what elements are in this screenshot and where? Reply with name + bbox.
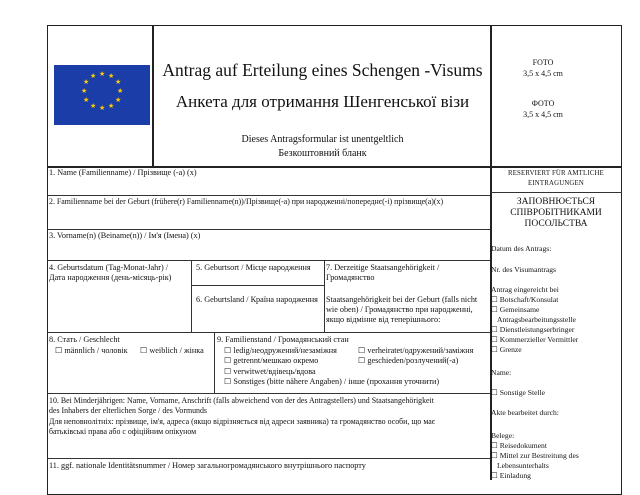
star-icon: ★ bbox=[117, 87, 124, 95]
sidebar-staff-heading-2: СПІВРОБІТНИКАМИ bbox=[510, 208, 602, 218]
sidebar-name[interactable]: Name: bbox=[491, 368, 512, 377]
flag-divider bbox=[152, 25, 154, 167]
checkbox-divorced[interactable]: ☐ geschieden/розлучений(-а) bbox=[358, 356, 459, 365]
sidebar-reserved-heading: RESERVIERT FÜR AMTLICHE bbox=[507, 170, 605, 177]
sidebar-staff-heading-3: ПОСОЛЬСТВА bbox=[524, 219, 588, 229]
checkbox-invitation[interactable]: ☐ Einladung bbox=[491, 471, 531, 480]
checkbox-service-provider[interactable]: ☐ Dienstleistungserbringer bbox=[491, 325, 575, 334]
star-icon: ★ bbox=[99, 104, 106, 112]
field-nationality-at-birth-cont: wie oben) / Громадянство при народженні, bbox=[326, 305, 473, 314]
col-divider bbox=[324, 260, 325, 332]
sidebar-reserved-heading-2: EINTRAGUNGEN bbox=[527, 180, 584, 187]
checkbox-other-status[interactable]: ☐ Sonstiges (bitte nähere Angaben) / інше (прохання уточнити) bbox=[224, 377, 440, 386]
row-divider bbox=[47, 229, 490, 230]
checkbox-widowed[interactable]: ☐ verwitwet/вдівець/вдова bbox=[224, 367, 316, 376]
sidebar-supporting-docs: Belege: bbox=[491, 431, 515, 440]
row-divider bbox=[47, 260, 490, 261]
field-first-names[interactable]: 3. Vorname(n) (Beiname(n)) / Ім'я (Імена) (x) bbox=[49, 231, 201, 240]
eu-flag-logo bbox=[54, 65, 150, 125]
star-icon: ★ bbox=[99, 70, 106, 78]
field-country-of-birth[interactable]: 6. Geburtsland / Країна народження bbox=[196, 295, 318, 304]
field-guardian[interactable]: 10. Bei Minderjährigen: Name, Vorname, Anschrift (falls abweichend von der des Antragstellers) und Staatsangehörigkeit bbox=[49, 396, 434, 405]
row-divider bbox=[191, 285, 324, 286]
free-notice-uk: Безкоштовний бланк bbox=[278, 148, 367, 159]
row-divider bbox=[47, 393, 490, 394]
field-guardian-uk: Для неповнолітніх: прізвище, ім'я, адреса (якщо відрізняється від адреси заявника) та громадянство особи, що має bbox=[49, 417, 436, 426]
photo-label: FOTO bbox=[532, 58, 554, 67]
photo-size: 3,5 x 4,5 cm bbox=[523, 69, 563, 78]
checkbox-means-of-subsistence[interactable]: ☐ Mittel zur Bestreitung des bbox=[491, 451, 579, 460]
field-nationality-at-birth-uk: якщо відмінне від теперішнього: bbox=[326, 315, 441, 324]
checkbox-female[interactable]: ☐ weiblich / жінка bbox=[140, 346, 204, 355]
checkbox-border[interactable]: ☐ Grenze bbox=[491, 345, 522, 354]
star-icon: ★ bbox=[108, 102, 115, 110]
checkbox-commercial-intermediary[interactable]: ☐ Kommerzieller Vermittler bbox=[491, 335, 579, 344]
photo-label: ФОТО bbox=[531, 99, 555, 108]
star-icon: ★ bbox=[115, 78, 122, 86]
checkbox-male[interactable]: ☐ männlich / чоловік bbox=[55, 346, 128, 355]
row-divider bbox=[47, 332, 490, 333]
checkbox-common-centre-cont: Antragsbearbeitungsstelle bbox=[497, 315, 576, 324]
photo-size: 3,5 x 4,5 cm bbox=[523, 110, 563, 119]
checkbox-separated[interactable]: ☐ getrennt/мешкаю окремо bbox=[224, 356, 319, 365]
form-title-de: Antrag auf Erteilung eines Schengen -Visums bbox=[162, 60, 483, 80]
row-divider bbox=[47, 458, 490, 459]
field-date-of-birth-uk: Дата народження (день-місяць-рік) bbox=[49, 273, 172, 282]
field-nationality-at-birth[interactable]: Staatsangehörigkeit bei der Geburt (falls nicht bbox=[326, 295, 478, 304]
sidebar-processed-by[interactable]: Akte bearbeitet durch: bbox=[491, 408, 559, 417]
field-guardian-uk-cont: батьківські права або с офіційним опікуном bbox=[49, 427, 197, 436]
field-surname-at-birth[interactable]: 2. Familienname bei der Geburt (frühere(r) Familienname(n))/Прізвище(-а) при народженні/попереднє(-і) прізвище(а)(x) bbox=[49, 197, 444, 206]
field-national-id[interactable]: 11. ggf. nationale Identitätsnummer / Номер загальногромадянського внутрішнього паспорту bbox=[49, 461, 366, 470]
field-nationality-uk: Громадянство bbox=[326, 273, 375, 282]
checkbox-embassy[interactable]: ☐ Botschaft/Konsulat bbox=[491, 295, 559, 304]
col-divider bbox=[214, 332, 215, 393]
row-divider bbox=[47, 195, 490, 196]
checkbox-means-of-subsistence-cont: Lebensunterhalts bbox=[497, 461, 549, 470]
sidebar-submitted-at: Antrag eingereicht bei bbox=[491, 285, 559, 294]
sidebar-application-date[interactable]: Datum des Antrags: bbox=[491, 244, 552, 253]
sidebar-staff-heading: ЗАПОВНЮЄТЬСЯ bbox=[516, 197, 596, 207]
checkbox-married[interactable]: ☐ verheiratet/одружений/заміжня bbox=[358, 346, 474, 355]
checkbox-travel-document[interactable]: ☐ Reisedokument bbox=[491, 441, 547, 450]
col-divider bbox=[191, 260, 192, 332]
field-guardian-cont: des Inhabers der elterlichen Sorge / des Vormunds bbox=[49, 406, 207, 415]
field-place-of-birth[interactable]: 5. Geburtsort / Місце народження bbox=[196, 263, 311, 272]
star-icon: ★ bbox=[90, 102, 97, 110]
star-icon: ★ bbox=[115, 96, 122, 104]
field-nationality[interactable]: 7. Derzeitige Staatsangehörigkeit / bbox=[326, 263, 440, 272]
star-icon: ★ bbox=[90, 72, 97, 80]
star-icon: ★ bbox=[108, 72, 115, 80]
checkbox-common-centre[interactable]: ☐ Gemeinsame bbox=[491, 305, 540, 314]
sidebar-row-divider bbox=[490, 192, 622, 193]
field-marital-status: 9. Familienstand / Громадянський стан bbox=[217, 335, 349, 344]
free-notice-de: Dieses Antragsformular ist unentgeltlich bbox=[241, 134, 404, 145]
field-date-of-birth[interactable]: 4. Geburtsdatum (Tag-Monat-Jahr) / bbox=[49, 263, 169, 272]
field-surname[interactable]: 1. Name (Familienname) / Прізвище (-а) (x) bbox=[49, 168, 197, 177]
star-icon: ★ bbox=[81, 87, 88, 95]
checkbox-single[interactable]: ☐ ledig/неодружений/незаміжня bbox=[224, 346, 337, 355]
form-title-uk: Анкета для отримання Шенгенської візи bbox=[175, 92, 470, 111]
sidebar-application-number[interactable]: Nr. des Visumantrags bbox=[491, 265, 556, 274]
star-icon: ★ bbox=[83, 78, 90, 86]
star-icon: ★ bbox=[83, 96, 90, 104]
checkbox-other-authority[interactable]: ☐ Sonstige Stelle bbox=[491, 388, 546, 397]
field-sex: 8. Стать / Geschlecht bbox=[49, 335, 120, 344]
